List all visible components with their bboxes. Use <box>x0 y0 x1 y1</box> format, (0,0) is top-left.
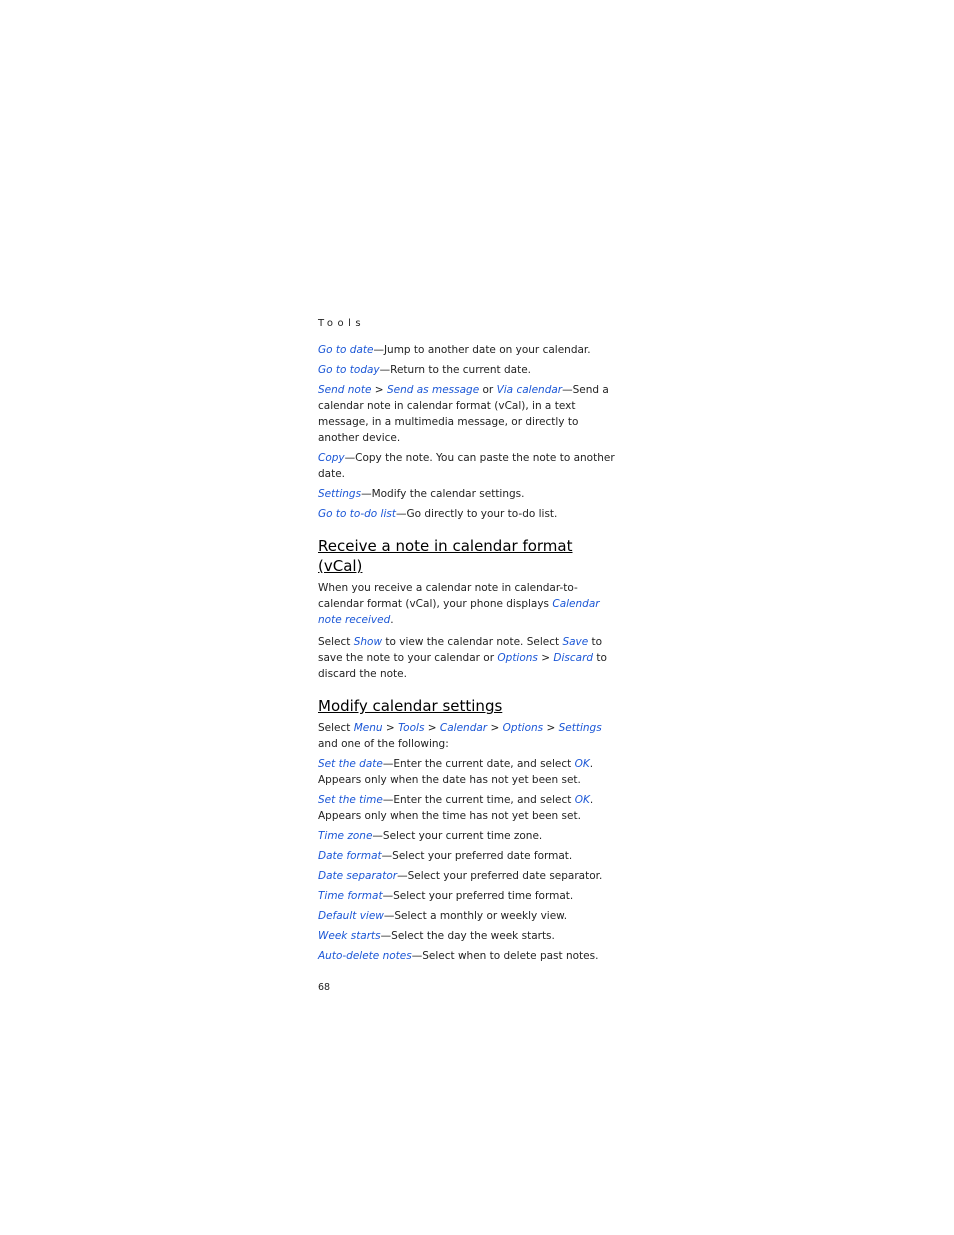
setting-link: Date separator <box>318 870 398 882</box>
document-page <box>318 318 618 994</box>
option-desc: —Return to the current date. <box>379 364 531 376</box>
setting-set-time: Set the time—Enter the current time, and select OK. Appears only when the time has not yet been set. <box>318 794 594 822</box>
inline-link: Save <box>562 636 589 648</box>
setting-set-date: Set the date—Enter the current date, and select OK. Appears only when the date has not yet been set. <box>318 758 594 786</box>
inline-link: Show <box>353 636 383 648</box>
inline-link: Calendar note received <box>318 598 600 626</box>
receive-para-1: When you receive a calendar note in calendar-to-calendar format (vCal), your phone displays Calendar note received. <box>318 582 600 626</box>
setting-link: Set the date <box>318 758 383 770</box>
setting-link: Auto-delete notes <box>318 950 412 962</box>
setting-link: Week starts <box>318 930 381 942</box>
setting-date-format: Date format—Select your preferred date format. <box>318 850 573 862</box>
option-link: Send as message <box>386 384 480 396</box>
option-copy <box>318 450 618 482</box>
option-desc: —Modify the calendar settings. <box>361 488 525 500</box>
modify-intro: Select Menu > Tools > Calendar > Options > Settings and one of the following: <box>318 722 602 750</box>
setting-auto-delete: Auto-delete notes—Select when to delete past notes. <box>318 950 599 962</box>
option-link: Copy <box>318 452 345 464</box>
section-header: Tools <box>318 318 366 329</box>
option-link: Go to date <box>318 344 374 356</box>
setting-link: Time format <box>318 890 383 902</box>
options-list <box>318 342 618 522</box>
inline-link: Tools <box>398 722 425 734</box>
receive-heading: Receive a note in calendar format (vCal) <box>318 537 573 575</box>
option-link: Via calendar <box>496 384 563 396</box>
option-desc: —Copy the note. You can paste the note to another date. <box>318 452 615 480</box>
setting-time-format: Time format—Select your preferred time format. <box>318 890 574 902</box>
option-link: Go to today <box>318 364 380 376</box>
option-go-to-todo <box>318 506 618 522</box>
inline-link: Options <box>497 652 538 664</box>
inline-link: Settings <box>558 722 602 734</box>
settings-list <box>318 756 618 964</box>
setting-link: Default view <box>318 910 384 922</box>
inline-link: Options <box>502 722 544 734</box>
separator: > <box>371 384 387 396</box>
option-settings <box>318 486 618 502</box>
setting-link: Time zone <box>318 830 373 842</box>
option-go-to-today <box>318 362 618 378</box>
inline-link: Menu <box>353 722 383 734</box>
option-link: Go to to-do list <box>318 508 396 520</box>
setting-default-view: Default view—Select a monthly or weekly view. <box>318 910 568 922</box>
page-number: 68 <box>318 982 331 993</box>
option-link: Send note <box>318 384 372 396</box>
inline-link: OK <box>574 794 590 806</box>
setting-link: Date format <box>318 850 382 862</box>
option-link: Settings <box>318 488 362 500</box>
inline-link: Discard <box>553 652 594 664</box>
inline-link: Calendar <box>439 722 488 734</box>
setting-date-separator: Date separator—Select your preferred date separator. <box>318 870 603 882</box>
receive-para-2: Select Show to view the calendar note. Select Save to save the note to your calendar or Options > Discard to discard the note. <box>318 636 607 680</box>
option-send-note <box>318 382 618 446</box>
modify-heading: Modify calendar settings <box>318 697 503 715</box>
option-desc: —Send a calendar note in calendar format (vCal), in a text message, in a multimedia message, or directly to another device. <box>318 384 609 444</box>
separator: or <box>479 384 497 396</box>
inline-link: OK <box>574 758 590 770</box>
option-go-to-date <box>318 342 618 358</box>
option-desc: —Go directly to your to-do list. <box>395 508 558 520</box>
setting-time-zone: Time zone—Select your current time zone. <box>318 830 543 842</box>
setting-link: Set the time <box>318 794 383 806</box>
option-desc: —Jump to another date on your calendar. <box>373 344 591 356</box>
setting-week-starts: Week starts—Select the day the week starts. <box>318 930 555 942</box>
